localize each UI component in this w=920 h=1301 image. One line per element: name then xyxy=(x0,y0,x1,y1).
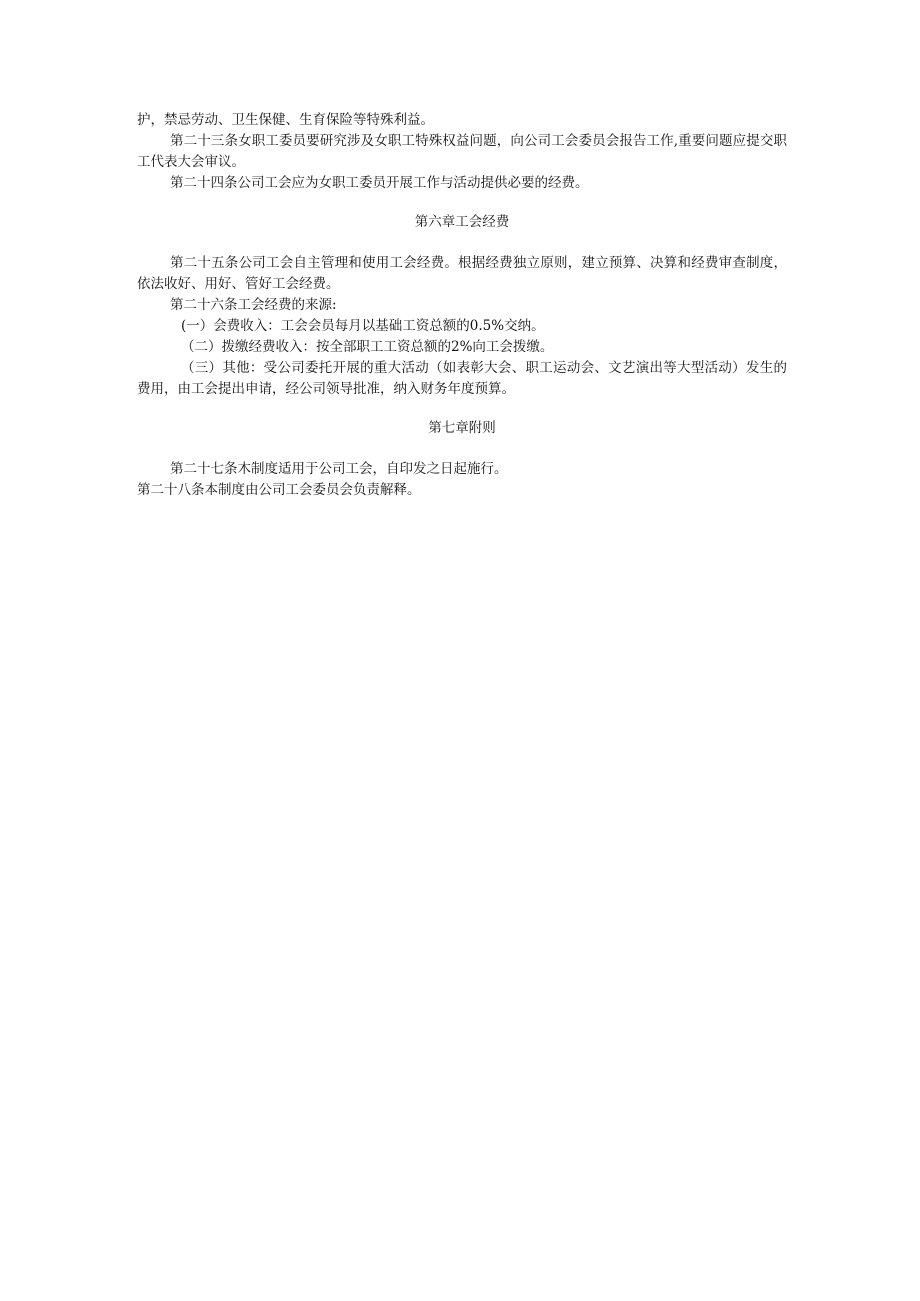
article-26: 第二十六条工会经费的来源: xyxy=(170,297,337,313)
article-26-item-2: （二）拨缴经费收入：按全部职工工资总额的2%向工会拨缴。 xyxy=(181,339,554,355)
chapter-7-title: 第七章附则 xyxy=(428,420,496,436)
article-26-item-3: （三）其他：受公司委托开展的重大活动（如表彰大会、职工运动会、文艺演出等大型活动）发生的费用，由工会提出申请，经公司领导批准，纳入财务年度预算。 xyxy=(137,360,787,397)
chapter-6-title: 第六章工会经费 xyxy=(414,214,510,230)
article-28: 第二十八条本制度由公司工会委员会负责解释。 xyxy=(137,482,421,498)
article-27: 第二十七条木制度适用于公司工会，自印发之日起施行。 xyxy=(170,461,508,477)
article-23: 第二十三条女职工委员要研究涉及女职工特殊权益问题，向公司工会委员会报告工作,重要问题应提交职工代表大会审议。 xyxy=(137,133,787,170)
article-26-item-1: (一）会费收入：工会会员每月以基础工资总额的0.5%交纳。 xyxy=(181,318,545,334)
document-body xyxy=(137,110,787,501)
article-24: 第二十四条公司工会应为女职工委员开展工作与活动提供必要的经费。 xyxy=(170,175,589,191)
paragraph-continued: 护，禁忌劳动、卫生保健、生育保险等特殊利益。 xyxy=(137,112,434,128)
article-25: 第二十五条公司工会自主管理和使用工会经费。根据经费独立原则，建立预算、决算和经费审查制度，依法收好、用好、管好工会经费。 xyxy=(137,255,787,292)
